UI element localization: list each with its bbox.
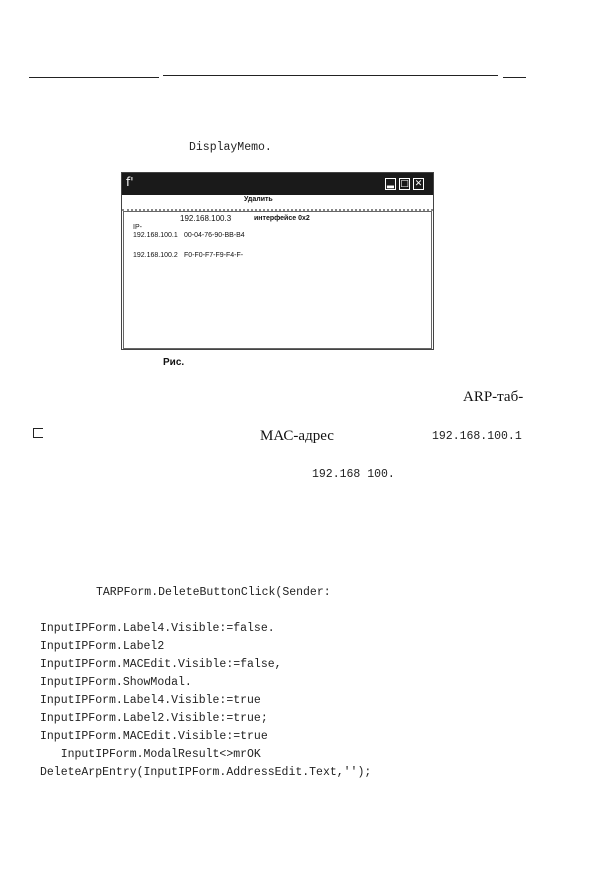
display-memo[interactable] [123, 211, 432, 349]
arp-window [121, 172, 434, 350]
app-icon: f' [126, 175, 134, 189]
code-line: InputIPForm.ModalResult<>mrOK [40, 748, 261, 761]
margin-marker-icon [33, 428, 43, 438]
title-bar [122, 173, 433, 195]
code-line: InputIPForm.MACEdit.Visible:=false, [40, 658, 282, 671]
header-rule-left [29, 77, 159, 78]
delete-button[interactable]: Удалить [244, 196, 273, 203]
code-header: TARPForm.DeleteButtonClick(Sender: [96, 586, 331, 599]
code-line: InputIPForm.Label4.Visible:=true [40, 694, 261, 707]
text-ip1: 192.168.100.1 [432, 430, 522, 443]
memo-line-2-col1: IP- [133, 224, 142, 231]
maximize-button[interactable]: □ [400, 179, 409, 189]
memo-line-3-col2: 00-04-76-90-BB-B4 [184, 232, 245, 239]
header-rule-middle [163, 75, 498, 76]
header-rule-right [503, 77, 526, 78]
toolbar [122, 195, 433, 211]
memo-line-4-col1: 192.168.100.2 [133, 252, 178, 259]
text-ip2: 192.168 100. [312, 468, 395, 481]
memo-line-1-col1: 192.168.100.3 [180, 214, 232, 223]
figure-caption: Рис. [163, 357, 185, 368]
memo-line-4-col2: F0-F0-F7-F9-F4-F- [184, 252, 244, 259]
minimize-button[interactable]: ▂ [385, 178, 396, 190]
code-line: InputIPForm.Label4.Visible:=false. [40, 622, 275, 635]
text-mac: МАС-адрес [260, 428, 334, 444]
memo-line-3-col1: 192.168.100.1 [133, 232, 178, 239]
code-line: InputIPForm.MACEdit.Visible:=true [40, 730, 268, 743]
close-button[interactable]: ✕ [414, 179, 423, 189]
code-line: InputIPForm.ShowModal. [40, 676, 192, 689]
code-line: InputIPForm.Label2 [40, 640, 165, 653]
text-arp: ARP-таб- [463, 389, 524, 405]
memo-line-1-col2: интерфейсе 0x2 [254, 215, 310, 222]
intro-text: DisplayMemo. [189, 141, 272, 154]
code-line: DeleteArpEntry(InputIPForm.AddressEdit.Text,''); [40, 766, 372, 779]
code-line: InputIPForm.Label2.Visible:=true; [40, 712, 268, 725]
